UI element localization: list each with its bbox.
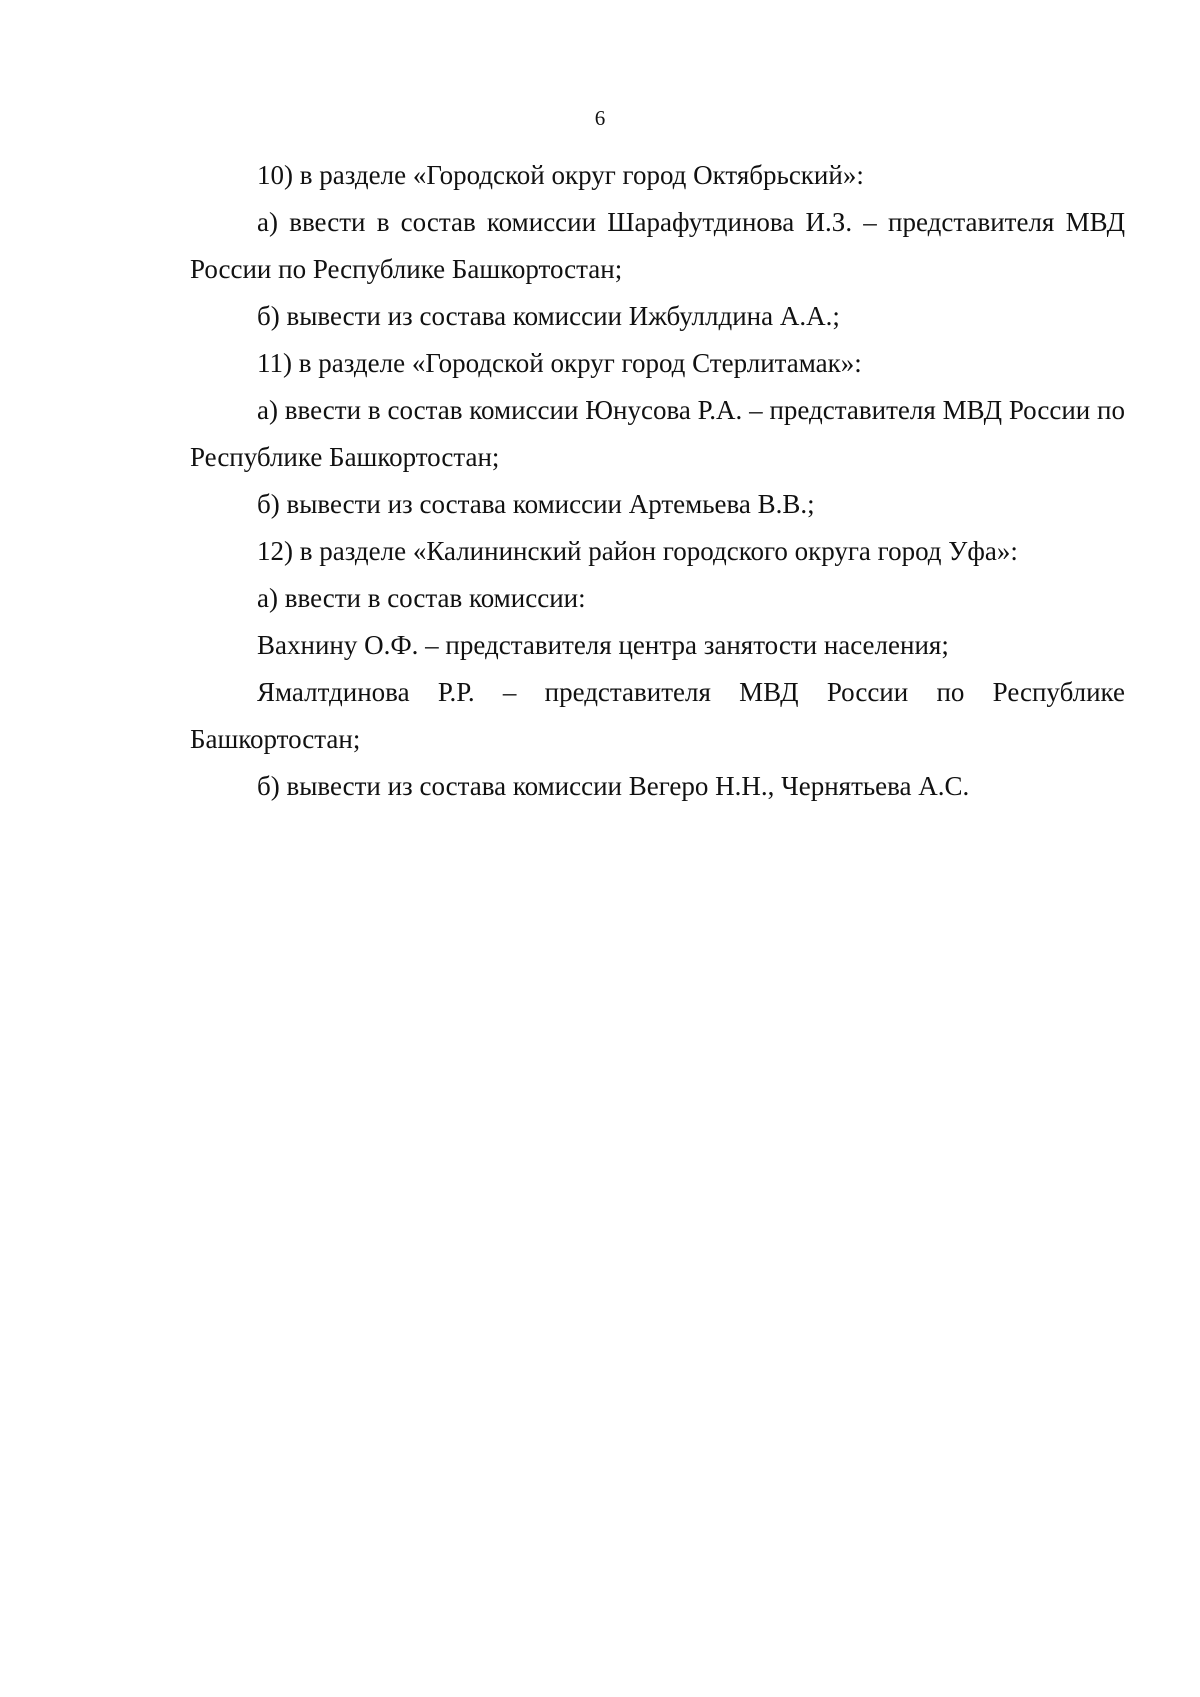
paragraph-section-10-heading: 10) в разделе «Городской округ город Октябрьский»: xyxy=(257,160,864,190)
page-number: 6 xyxy=(594,106,606,130)
document-body xyxy=(190,152,1125,810)
paragraph-section-12-add: а) ввести в состав комиссии: xyxy=(257,583,586,613)
paragraph-section-11-add: а) ввести в состав комиссии Юнусова Р.А. – представителя МВД России по Республике Башкортостан; xyxy=(190,395,1125,472)
paragraph-section-12-member-2: Ямалтдинова Р.Р. – представителя МВД России по Республике Башкортостан; xyxy=(190,677,1125,754)
paragraph-section-11-remove: б) вывести из состава комиссии Артемьева В.В.; xyxy=(257,489,815,519)
paragraph-section-12-remove: б) вывести из состава комиссии Вегеро Н.Н., Чернятьева А.С. xyxy=(257,771,970,801)
paragraph-section-10-remove: б) вывести из состава комиссии Ижбуллдина А.А.; xyxy=(257,301,840,331)
paragraph-section-11-heading: 11) в разделе «Городской округ город Стерлитамак»: xyxy=(257,348,862,378)
paragraph-section-12-member-1: Вахнину О.Ф. – представителя центра занятости населения; xyxy=(257,630,949,660)
paragraph-section-10-add: а) ввести в состав комиссии Шарафутдинова И.З. – представителя МВД России по Республике Башкортостан; xyxy=(190,207,1125,284)
paragraph-section-12-heading: 12) в разделе «Калининский район городского округа город Уфа»: xyxy=(257,536,1018,566)
